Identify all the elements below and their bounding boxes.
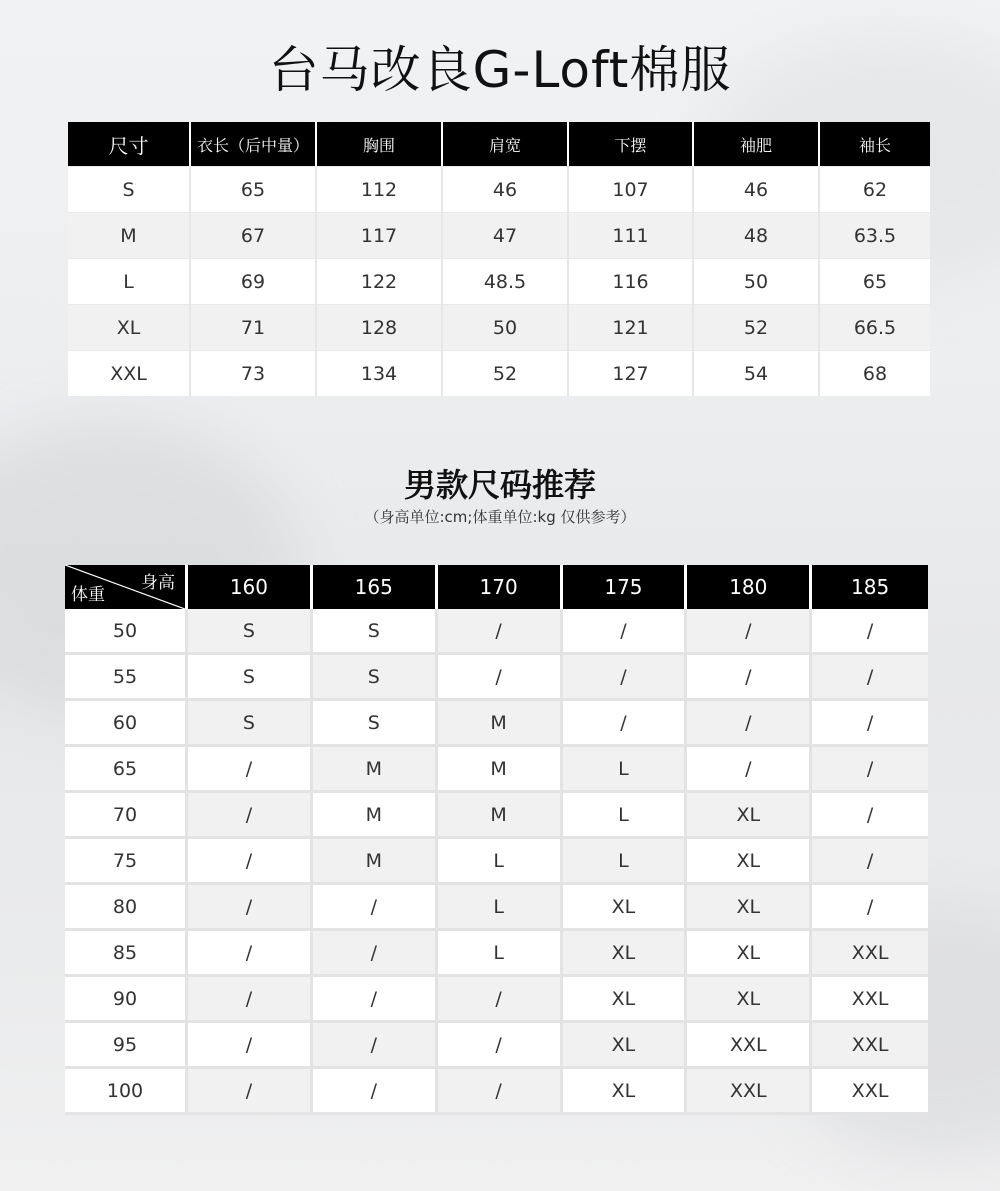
size-chart-row xyxy=(68,350,930,396)
size-chart-header: 尺寸 xyxy=(68,122,191,166)
size-recommendation-cell: / xyxy=(438,609,563,655)
size-recommendation-cell: M xyxy=(313,839,438,885)
measurement-cell: 48.5 xyxy=(443,258,569,304)
size-recommendation-cell: / xyxy=(812,701,928,747)
size-recommendation-cell: / xyxy=(313,977,438,1023)
size-recommendation-cell: / xyxy=(812,655,928,701)
size-recommendation-cell: XL xyxy=(563,1069,688,1115)
size-recommendation-cell: / xyxy=(188,931,313,977)
size-label-cell: XXL xyxy=(68,350,191,396)
size-recommendation-cell: / xyxy=(687,747,812,793)
size-recommendation-cell: L xyxy=(563,793,688,839)
weight-cell: 70 xyxy=(65,793,188,839)
page-title: 台马改良G-Loft棉服 xyxy=(268,41,732,99)
height-header: 180 xyxy=(687,565,812,609)
size-recommendation-cell: / xyxy=(188,793,313,839)
size-recommendation-cell: / xyxy=(188,1069,313,1115)
measurement-cell: 107 xyxy=(569,166,694,212)
size-recommendation-cell: XXL xyxy=(687,1069,812,1115)
size-recommendation-cell: / xyxy=(812,609,928,655)
measurement-cell: 65 xyxy=(191,166,317,212)
size-recommendation-cell: / xyxy=(188,977,313,1023)
recommendation-row xyxy=(65,977,928,1023)
corner-header xyxy=(65,565,188,609)
recommendation-row xyxy=(65,747,928,793)
recommendation-row xyxy=(65,885,928,931)
measurement-cell: 122 xyxy=(317,258,443,304)
recommendation-row xyxy=(65,931,928,977)
size-recommendation-cell: XXL xyxy=(687,1023,812,1069)
size-recommendation-cell: / xyxy=(313,931,438,977)
size-recommendation-cell: / xyxy=(812,885,928,931)
size-recommendation-cell: M xyxy=(438,793,563,839)
size-recommendation-cell: / xyxy=(438,977,563,1023)
measurement-cell: 63.5 xyxy=(820,212,930,258)
size-chart-header: 袖长 xyxy=(820,122,930,166)
size-recommendation-cell: XXL xyxy=(812,931,928,977)
weight-cell: 75 xyxy=(65,839,188,885)
section-title: 男款尺码推荐 xyxy=(403,466,596,504)
measurement-cell: 128 xyxy=(317,304,443,350)
measurement-cell: 69 xyxy=(191,258,317,304)
size-recommendation-cell: M xyxy=(438,747,563,793)
size-recommendation-cell: S xyxy=(313,609,438,655)
size-recommendation-cell: XL xyxy=(687,931,812,977)
size-recommendation-cell: XL xyxy=(563,977,688,1023)
recommendation-row xyxy=(65,1023,928,1069)
measurement-cell: 116 xyxy=(569,258,694,304)
height-header: 175 xyxy=(563,565,688,609)
size-recommendation-cell: XL xyxy=(563,885,688,931)
size-recommendation-cell: XXL xyxy=(812,1023,928,1069)
size-label-cell: XL xyxy=(68,304,191,350)
size-recommendation-cell: / xyxy=(563,655,688,701)
measurement-cell: 47 xyxy=(443,212,569,258)
size-recommendation-cell: / xyxy=(563,701,688,747)
size-recommendation-cell: / xyxy=(812,793,928,839)
measurement-cell: 50 xyxy=(694,258,820,304)
size-recommendation-cell: / xyxy=(313,1069,438,1115)
measurement-cell: 73 xyxy=(191,350,317,396)
measurement-cell: 65 xyxy=(820,258,930,304)
weight-cell: 60 xyxy=(65,701,188,747)
measurement-cell: 62 xyxy=(820,166,930,212)
measurement-cell: 50 xyxy=(443,304,569,350)
size-recommendation-cell: / xyxy=(812,839,928,885)
size-recommendation-cell: XL xyxy=(563,1023,688,1069)
size-recommendation-cell: XXL xyxy=(812,1069,928,1115)
measurement-cell: 68 xyxy=(820,350,930,396)
size-recommendation-cell: / xyxy=(438,1069,563,1115)
size-chart-header: 袖肥 xyxy=(694,122,820,166)
size-recommendation-cell: S xyxy=(188,701,313,747)
size-chart-header: 下摆 xyxy=(569,122,694,166)
size-recommendation-cell: M xyxy=(313,747,438,793)
size-recommendation-cell: XL xyxy=(687,977,812,1023)
size-label-cell: S xyxy=(68,166,191,212)
measurement-cell: 46 xyxy=(443,166,569,212)
size-recommendation-cell: / xyxy=(188,839,313,885)
size-chart-row xyxy=(68,304,930,350)
size-recommendation-cell: M xyxy=(313,793,438,839)
height-header: 170 xyxy=(438,565,563,609)
size-recommendation-cell: XL xyxy=(687,793,812,839)
size-recommendation-cell: L xyxy=(563,747,688,793)
size-recommendation-cell: / xyxy=(687,655,812,701)
size-chart-header: 衣长（后中量） xyxy=(191,122,317,166)
size-label-cell: M xyxy=(68,212,191,258)
measurement-cell: 52 xyxy=(443,350,569,396)
size-recommendation-cell: / xyxy=(563,609,688,655)
weight-cell: 80 xyxy=(65,885,188,931)
measurement-cell: 121 xyxy=(569,304,694,350)
size-recommendation-cell: XXL xyxy=(812,977,928,1023)
recommendation-row xyxy=(65,1069,928,1115)
size-recommendation-cell: L xyxy=(438,839,563,885)
size-chart-header: 胸围 xyxy=(317,122,443,166)
weight-cell: 100 xyxy=(65,1069,188,1115)
weight-cell: 65 xyxy=(65,747,188,793)
size-chart-header-row xyxy=(68,122,930,166)
measurement-cell: 48 xyxy=(694,212,820,258)
recommendation-row xyxy=(65,655,928,701)
measurement-cell: 67 xyxy=(191,212,317,258)
weight-cell: 55 xyxy=(65,655,188,701)
height-header: 165 xyxy=(313,565,438,609)
recommendation-row xyxy=(65,701,928,747)
measurement-cell: 71 xyxy=(191,304,317,350)
size-recommendation-cell: XL xyxy=(687,885,812,931)
weight-cell: 90 xyxy=(65,977,188,1023)
weight-cell: 50 xyxy=(65,609,188,655)
size-chart-row xyxy=(68,212,930,258)
size-recommendation-cell: XL xyxy=(563,931,688,977)
size-recommendation-cell: XL xyxy=(687,839,812,885)
size-recommendation-cell: / xyxy=(687,609,812,655)
section-subtitle: （身高单位:cm;体重单位:kg 仅供参考） xyxy=(364,508,636,526)
weight-cell: 85 xyxy=(65,931,188,977)
size-recommendation-cell: / xyxy=(438,1023,563,1069)
size-recommendation-cell: / xyxy=(313,885,438,931)
size-recommendation-cell: / xyxy=(188,747,313,793)
size-recommendation-cell: S xyxy=(188,609,313,655)
size-recommendation-cell: / xyxy=(188,1023,313,1069)
size-recommendation-cell: / xyxy=(438,655,563,701)
measurement-cell: 54 xyxy=(694,350,820,396)
measurement-cell: 117 xyxy=(317,212,443,258)
measurement-cell: 66.5 xyxy=(820,304,930,350)
weight-cell: 95 xyxy=(65,1023,188,1069)
measurement-cell: 112 xyxy=(317,166,443,212)
weight-axis-label: 体重 xyxy=(71,585,105,605)
size-recommendation-cell: M xyxy=(438,701,563,747)
size-recommendation-cell: S xyxy=(313,655,438,701)
recommendation-row xyxy=(65,609,928,655)
size-recommendation-cell: / xyxy=(687,701,812,747)
size-recommendation-cell: L xyxy=(438,885,563,931)
height-axis-label: 身高 xyxy=(141,573,175,593)
measurement-cell: 52 xyxy=(694,304,820,350)
height-header: 160 xyxy=(188,565,313,609)
measurement-cell: 46 xyxy=(694,166,820,212)
size-recommendation-cell: / xyxy=(188,885,313,931)
size-recommendation-cell: S xyxy=(188,655,313,701)
size-recommendation-cell: L xyxy=(563,839,688,885)
recommendation-header-row xyxy=(65,565,928,609)
size-recommendation-cell: L xyxy=(438,931,563,977)
height-header: 185 xyxy=(812,565,928,609)
recommendation-row xyxy=(65,793,928,839)
size-recommendation-cell: / xyxy=(812,747,928,793)
measurement-cell: 127 xyxy=(569,350,694,396)
size-recommendation-cell: / xyxy=(313,1023,438,1069)
recommendation-row xyxy=(65,839,928,885)
size-chart-header: 肩宽 xyxy=(443,122,569,166)
size-recommendation-cell: S xyxy=(313,701,438,747)
size-label-cell: L xyxy=(68,258,191,304)
measurement-cell: 134 xyxy=(317,350,443,396)
size-chart-table xyxy=(68,122,930,396)
size-chart-row xyxy=(68,258,930,304)
size-chart-row xyxy=(68,166,930,212)
size-recommendation-table xyxy=(65,565,928,1115)
measurement-cell: 111 xyxy=(569,212,694,258)
